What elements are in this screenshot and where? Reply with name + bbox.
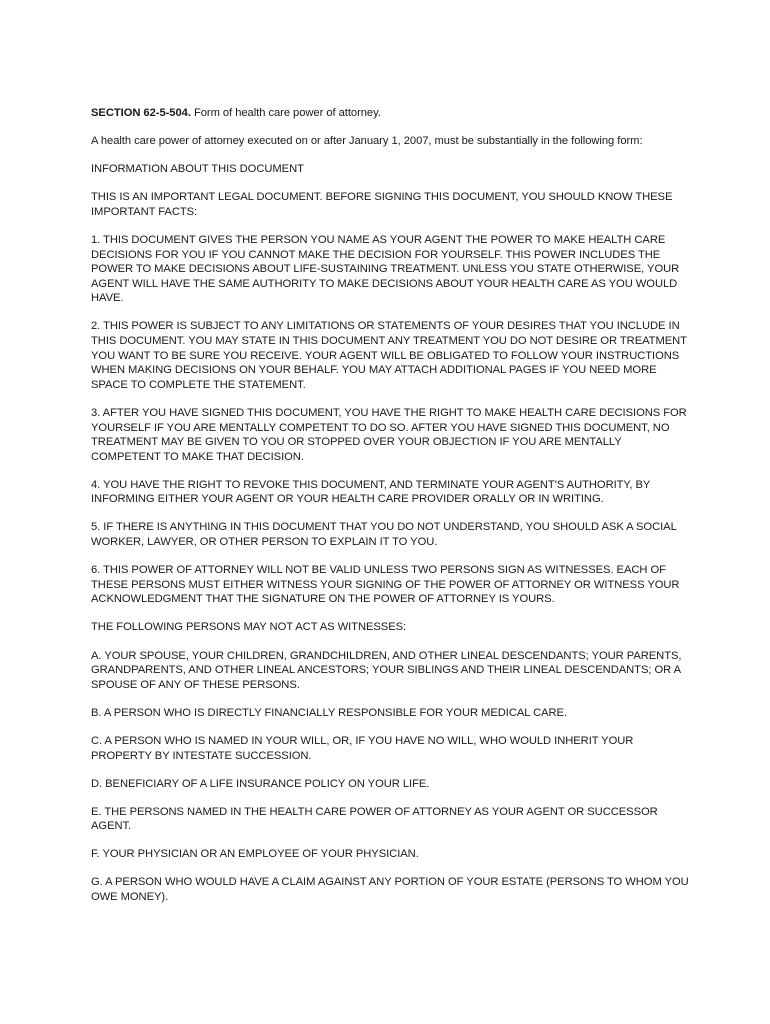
witness-heading: THE FOLLOWING PERSONS MAY NOT ACT AS WITNESSES:: [91, 621, 407, 634]
info-heading: INFORMATION ABOUT THIS DOCUMENT: [91, 163, 304, 176]
witness-exclusion-e: E. THE PERSONS NAMED IN THE HEALTH CARE POWER OF ATTORNEY AS YOUR AGENT OR SUCCESSOR AGENT.: [91, 805, 658, 833]
document-page: [91, 106, 691, 918]
witness-exclusion-d: D. BENEFICIARY OF A LIFE INSURANCE POLICY ON YOUR LIFE.: [91, 777, 430, 790]
intro-paragraph: A health care power of attorney executed on or after January 1, 2007, must be substantially in the following form:: [91, 135, 643, 148]
witness-exclusion-g: G. A PERSON WHO WOULD HAVE A CLAIM AGAINST ANY PORTION OF YOUR ESTATE (PERSONS TO WHOM YOU OWE MONEY).: [91, 876, 689, 904]
witness-exclusion-f: F. YOUR PHYSICIAN OR AN EMPLOYEE OF YOUR PHYSICIAN.: [91, 848, 419, 861]
fact-item-6: 6. THIS POWER OF ATTORNEY WILL NOT BE VALID UNLESS TWO PERSONS SIGN AS WITNESSES. EACH OF THESE PERSONS MUST EITHER WITNESS YOUR SIGNING OF THE POWER OF ATTORNEY OR WITNESS YOUR ACKNOWLEDGMENT THAT THE SIGNATURE ON THE POWER OF ATTORNEY IS YOURS.: [91, 564, 680, 606]
notice-paragraph: THIS IS AN IMPORTANT LEGAL DOCUMENT. BEFORE SIGNING THIS DOCUMENT, YOU SHOULD KNOW THESE IMPORTANT FACTS:: [91, 191, 673, 218]
witness-exclusion-b: B. A PERSON WHO IS DIRECTLY FINANCIALLY RESPONSIBLE FOR YOUR MEDICAL CARE.: [91, 706, 568, 719]
witness-exclusion-a: A. YOUR SPOUSE, YOUR CHILDREN, GRANDCHILDREN, AND OTHER LINEAL DESCENDANTS; YOUR PARENTS, GRANDPARENTS, AND OTHER LINEAL ANCESTORS; YOUR SIBLINGS AND THEIR LINEAL DESCENDANTS; OR A SPOUSE OF ANY OF THESE PERSONS.: [91, 649, 682, 691]
section-heading: [91, 106, 691, 121]
fact-item-1: 1. THIS DOCUMENT GIVES THE PERSON YOU NAME AS YOUR AGENT THE POWER TO MAKE HEALTH CARE DECISIONS FOR YOU IF YOU CANNOT MAKE THE DECISION FOR YOURSELF. THIS POWER INCLUDES THE POWER TO MAKE DECISIONS ABOUT LIFE-SUSTAINING TREATMENT. UNLESS YOU STATE OTHERWISE, YOUR AGENT WILL HAVE THE SAME AUTHORITY TO MAKE DECISIONS ABOUT YOUR HEALTH CARE AS YOU WOULD HAVE.: [91, 233, 680, 305]
fact-item-5: 5. IF THERE IS ANYTHING IN THIS DOCUMENT THAT YOU DO NOT UNDERSTAND, YOU SHOULD ASK A SOCIAL WORKER, LAWYER, OR OTHER PERSON TO EXPLAIN IT TO YOU.: [91, 521, 677, 549]
fact-item-3: 3. AFTER YOU HAVE SIGNED THIS DOCUMENT, YOU HAVE THE RIGHT TO MAKE HEALTH CARE DECISIONS FOR YOURSELF IF YOU ARE MENTALLY COMPETENT TO DO SO. AFTER YOU HAVE SIGNED THIS DOCUMENT, NO TREATMENT MAY BE GIVEN TO YOU OR STOPPED OVER YOUR OBJECTION IF YOU ARE MENTALLY COMPETENT TO MAKE THAT DECISION.: [91, 406, 687, 463]
section-number: SECTION 62-5-504.: [91, 107, 191, 119]
witness-exclusion-c: C. A PERSON WHO IS NAMED IN YOUR WILL, OR, IF YOU HAVE NO WILL, WHO WOULD INHERIT YOUR PROPERTY BY INTESTATE SUCCESSION.: [91, 734, 634, 762]
fact-item-4: 4. YOU HAVE THE RIGHT TO REVOKE THIS DOCUMENT, AND TERMINATE YOUR AGENT'S AUTHORITY, BY INFORMING EITHER YOUR AGENT OR YOUR HEALTH CARE PROVIDER ORALLY OR IN WRITING.: [91, 478, 651, 506]
section-title: Form of health care power of attorney.: [193, 107, 381, 119]
fact-item-2: 2. THIS POWER IS SUBJECT TO ANY LIMITATIONS OR STATEMENTS OF YOUR DESIRES THAT YOU INCLUDE IN THIS DOCUMENT. YOU MAY STATE IN THIS DOCUMENT ANY TREATMENT YOU DO NOT DESIRE OR TREATMENT YOU WANT TO BE SURE YOU RECEIVE. YOUR AGENT WILL BE OBLIGATED TO FOLLOW YOUR INSTRUCTIONS WHEN MAKING DECISIONS ON YOUR BEHALF. YOU MAY ATTACH ADDITIONAL PAGES IF YOU NEED MORE SPACE TO COMPLETE THE STATEMENT.: [91, 320, 687, 391]
